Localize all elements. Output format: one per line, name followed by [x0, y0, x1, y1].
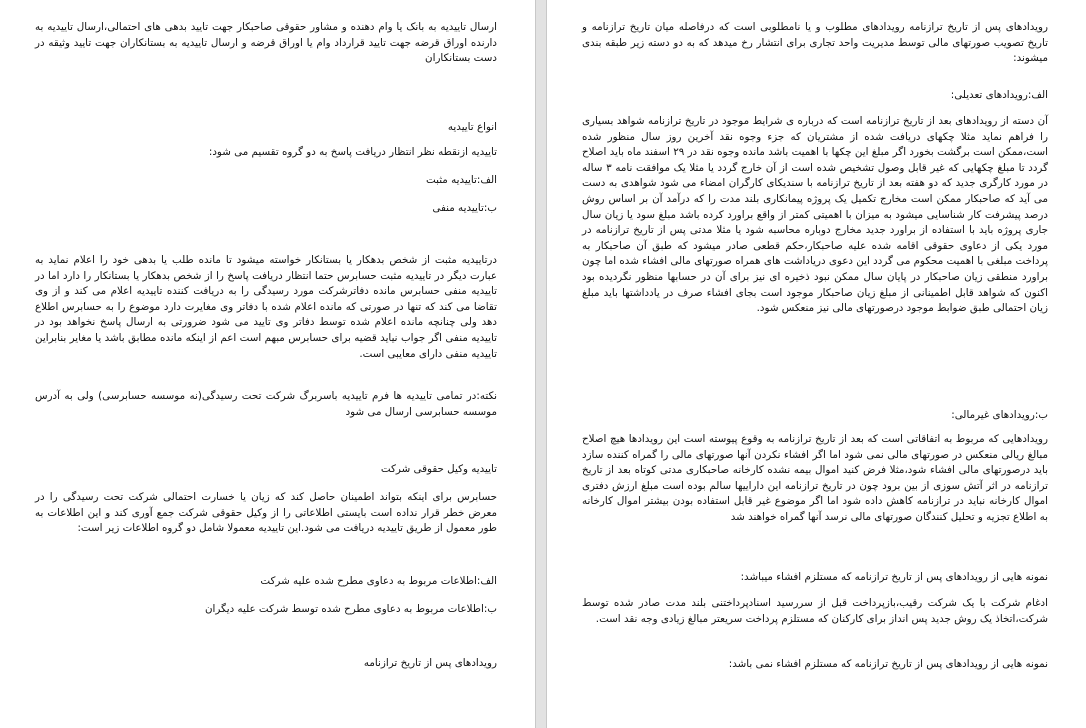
paragraph-non-adjusting-events: رویدادهایی که مربوط به اتفاقاتی است که بعد از تاریخ ترازنامه به وقوع پیوسته است این رویدادها هیچ اصلاح مبالغ ریالی منعکس در صورتهای مالی نمی شود اما اگر افشاء نکردن آنها صورتهای مالی را گمراه کننده سازد باید درصورتهای مالی افشاء شود،مثلا فرض کنید اموال بیمه نشده کارخانه صاحبکاری مدتی کوتاه بعد از تاریخ ترازنامه در اثر آتش سوزی از بین برود چون در تاریخ ترازنامه این داراییها سالم بوده است مبلغ ارزش دفتری اموال کارخانه نباید در ترازنامه کاهش داده شود اما اگر موضوع غیر قابل استفاده بودن بیشتر اموال کارخانه به اطلاع تجزیه و تحلیل کنندگان صورتهای مالی نرسد آنها گمراه خواهند شد: [582, 433, 1048, 523]
document-page-left: [0, 0, 535, 728]
page-divider: [535, 0, 547, 728]
paragraph-subsequent-events-intro: رویدادهای پس از تاریخ ترازنامه رویدادهای مطلوب و یا نامطلوبی است که درفاصله میان تاریخ ترازنامه و تاریخ تصویب صورتهای مالی توسط مدیریت واحد تجاری برای انتشار رخ میدهد که به دو دسته زیر طبقه بندی میشوند:: [582, 21, 1048, 65]
paragraph-disclosure-required-examples: ادغام شرکت با یک شرکت رقیب،بازپرداخت قبل از سررسید اسنادپرداختنی بلند مدت صادر شده توسط شرکت،اتخاذ یک روش جدید پس انداز برای کارکنان که مستلزم پرداخت سریعتر مبالغ زیادی وجه نقد است.: [582, 597, 1048, 625]
heading-disclosure-not-required: نمونه هایی از رویدادهای پس از تاریخ ترازنامه که مستلزم افشاء نمی باشد:: [728, 658, 1048, 670]
list-item-positive-confirmation: الف:تاییدیه مثبت: [425, 174, 497, 186]
paragraph-confirmation-types: تاییدیه ازنقطه نظر انتظار دریافت پاسخ به دو گروه تقسیم می شود:: [208, 146, 497, 158]
paragraph-legal-counsel: حسابرس برای اینکه بتواند اطمینان حاصل کند که زیان یا خسارت احتمالی شرکت تحت رسیدگی را در معرض خطر قرار نداده است بایستی اطلاعاتی را از وکیل حقوقی شرکت جمع آوری کند و این اطلاعات به طور معمول از طریق تاییدیه دریافت می شود.این تاییدیه معمولا شامل دو گروه اطلاعات زیر است:: [35, 491, 497, 535]
list-item-claims-against-company: الف:اطلاعات مربوط به دعاوی مطرح شده علیه شرکت: [260, 575, 497, 587]
heading-legal-counsel-confirmation: تاییدیه وکیل حقوقی شرکت: [380, 463, 497, 475]
heading-disclosure-required: نمونه هایی از رویدادهای پس از تاریخ ترازنامه که مستلزم افشاء میباشد:: [740, 571, 1048, 583]
list-item-claims-by-company: ب:اطلاعات مربوط به دعاوی مطرح شده توسط شرکت علیه دیگران: [204, 603, 497, 615]
paragraph-note: نکته:در تمامی تاییدیه ها فرم تاییدیه باسربرگ شرکت تحت رسیدگی(نه موسسه حسابرسی) ولی به آدرس موسسه حسابرسی ارسال می شود: [35, 390, 497, 418]
paragraph-confirmation-purposes: ارسال تاییدیه به بانک یا وام دهنده و مشاور حقوقی صاحبکار جهت تایید بدهی های احتمالی،ارسال تاییدیه به دارنده اوراق قرضه جهت تایید قرارداد وام یا اوراق قرضه و ارسال تاییدیه به بستانکاران جهت تایید وثیقه در دست بستانکاران: [35, 21, 497, 65]
heading-confirmation-types: انواع تاییدیه: [447, 121, 497, 133]
heading-subsequent-events: رویدادهای پس از تاریخ ترازنامه: [363, 657, 497, 669]
paragraph-positive-negative-explanation: درتاییدیه مثبت از شخص بدهکار یا بستانکار خواسته میشود تا مانده طلب یا بدهی خود را اعلام نماید به عبارت دیگر در تاییدیه مثبت حسابرس حتما انتظار دریافت پاسخ را از شخص بدهکار یا بستانکار را دارد اما در تاییدیه منفی حسابرس مانده دفاترشرکت مورد رسیدگی را به دریافت کننده تاییدیه اعلام می کند و از وی تقاضا می کند که تنها در صورتی که مانده اعلام شده با دفاتر وی مغایرت دارد موضوع را به حسابرس اطلاع دهد ولی چنانچه مانده اعلام شده توسط دفاتر وی تایید می شود ضرورتی به ارسال پاسخ نخواهد بود در تاییدیه منفی اگر جواب نیاید قضیه برای حسابرس مبهم است اعم از اینکه مانده مطابق باشد یا مغایر بنابراین تاییدیه منفی دارای معایبی است.: [35, 254, 497, 360]
list-item-negative-confirmation: ب:تاییدیه منفی: [432, 202, 497, 214]
paragraph-adjusting-events: آن دسته از رویدادهای بعد از تاریخ ترازنامه است که درباره ی شرایط موجود در تاریخ ترازنامه شواهد بسیاری را فراهم نماید مثلا چکهای دریافت شده از مشتریان که جزء وجوه نقد آخرین روز سال منظور شده است،ممکن است برگشت بخورد اگر مبلغ این چکها با اهمیت باشد مانده وجوه نقد در ۲۹ اسفند ماه باید اصلاح گردد تا مبلغ چکهایی که غیر قابل وصول تشخیص شده است از آن خارج گردد یا مثلا یک موافقت نامه ۳ ساله در مورد کارگری جدید که دو هفته بعد از تاریخ ترازنامه با سندیکای کارگران امضاء می شود شواهدی به دست می آید که صاحبکار ممکن است مخارج تکمیل یک پروژه پیمانکاری بلند مدت را که درآمد آن بر اساس روش درصد پیشرفت کار شناسایی میشود به میزان با اهمیتی کمتر از واقع براورد کرده باشد مبلغ سود یا زیان سال جاری پروژه باید با استفاده از براورد جدید مخارج دوباره محاسبه شود یا مثلا مدتی پس از تاریخ ترازنامه در مورد یکی از دعاوی حقوقی اقامه شده علیه صاحبکار،حکم قطعی صادر میشود که طبق آن صاحبکار به پرداخت مبلغی با اهمیت محکوم می گردد این دعوی دریاداشت های همراه صورتهای مالی افشاء شده اما چون براورد منطقی زیان صاحبکار در پایان سال ممکن نبود ذخیره ای نیز برای آن در حسابها منظور نگردیده بود اکنون که شواهد قابل اطمینانی از مبلغ زیان صاحبکار موجود است بجای افشاء صرف در یادداشتها باید مبلغ زیان احتمالی طبق ضوابط موجود درصورتهای مالی نیز منعکس شود.: [582, 115, 1049, 315]
heading-non-adjusting-events: ب:رویدادهای غیرمالی:: [951, 409, 1048, 421]
heading-adjusting-events: الف:رویدادهای تعدیلی:: [950, 89, 1048, 101]
document-page-right: [547, 0, 1086, 728]
